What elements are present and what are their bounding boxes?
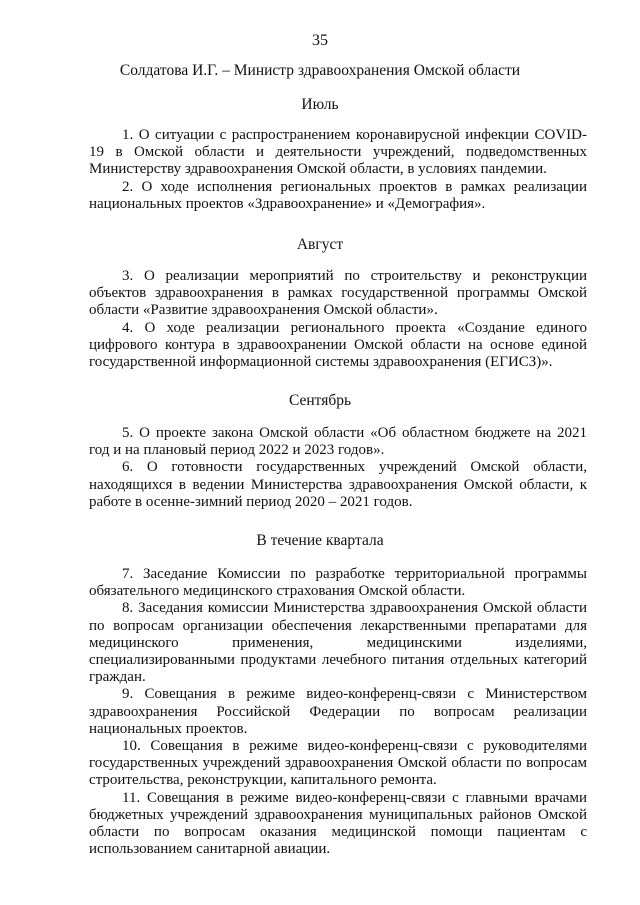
list-item <box>89 459 587 511</box>
section-title-quarter: В течение квартала <box>256 532 384 549</box>
item-number: 2. <box>122 178 134 195</box>
section-title-july: Июль <box>301 96 339 113</box>
item-number: 5. <box>122 425 134 441</box>
item-number: 3. <box>122 268 134 284</box>
list-item <box>89 179 587 213</box>
section-july-items <box>89 127 587 213</box>
list-item <box>89 738 587 790</box>
item-number: 6. <box>122 459 134 476</box>
section-august-items <box>89 268 587 371</box>
item-text: О ситуации с распространением коронавирусной инфекции COVID-19 в Омской области и деятельности учреждений, подведомственных Министерству здравоохранения Омской области, в условиях пандемии. <box>89 127 587 178</box>
item-text: Заседания комиссии Министерства здравоохранения Омской области по вопросам организации обеспечения лекарственными препаратами для медицинского применения, медицинскими изделиями, специализированными продуктами лечебного питания отдельных категорий граждан. <box>89 600 587 686</box>
section-september-items <box>89 425 587 511</box>
list-item <box>89 127 587 179</box>
page-number: 35 <box>312 32 328 49</box>
item-number: 8. <box>122 600 134 617</box>
list-item <box>89 320 587 372</box>
list-item <box>89 425 587 459</box>
section-quarter-items <box>89 566 587 858</box>
item-text: О проекте закона Омской области «Об областном бюджете на 2021 год и на плановый период 2022 и 2023 годов». <box>89 425 588 459</box>
item-text: О готовности государственных учреждений Омской области, находящихся в ведении Министерства здравоохранения Омской области, к работе в осенне-зимний период 2020 – 2021 годов. <box>89 459 587 510</box>
item-text: О ходе исполнения региональных проектов в рамках реализации национальных проектов «Здравоохранение» и «Демография». <box>89 178 587 212</box>
list-item <box>89 566 587 600</box>
item-text: Совещания в режиме видео-конференц-связи с Министерством здравоохранения Российской Федерации по вопросам реализации национальных проектов. <box>89 686 588 737</box>
list-item <box>89 600 587 686</box>
item-number: 9. <box>122 686 134 703</box>
section-title-august: Август <box>296 236 344 253</box>
item-text: О ходе реализации регионального проекта «Создание единого цифрового контура в здравоохранении Омской области на основе единой государственной информационной системы здравоохранения (ЕГИСЗ)». <box>89 319 588 371</box>
list-item <box>89 790 587 859</box>
list-item <box>89 268 587 320</box>
item-text: О реализации мероприятий по строительству и реконструкции объектов здравоохранения в рамках государственной программы Омской области «Развитие здравоохранения Омской области». <box>89 268 587 319</box>
item-number: 4. <box>122 319 134 336</box>
item-text: Заседание Комиссии по разработке территориальной программы обязательного медицинского страхования Омской области. <box>89 566 587 600</box>
document-heading: Солдатова И.Г. – Министр здравоохранения Омской области <box>119 62 521 79</box>
section-title-september: Сентябрь <box>288 392 352 409</box>
item-number: 1. <box>122 127 134 143</box>
item-text: Совещания в режиме видео-конференц-связи с главными врачами бюджетных учреждений здравоохранения муниципальных районов Омской области по вопросам оказания медицинской помощи пациентам с использованием санитарной авиации. <box>89 789 588 858</box>
item-text: Совещания в режиме видео-конференц-связи с руководителями государственных учреждений здравоохранения Омской области по вопросам строительства, реконструкции, капитального ремонта. <box>89 738 587 789</box>
list-item <box>89 686 587 738</box>
item-number: 7. <box>122 566 134 582</box>
item-number: 10. <box>122 738 141 755</box>
item-number: 11. <box>122 789 141 806</box>
